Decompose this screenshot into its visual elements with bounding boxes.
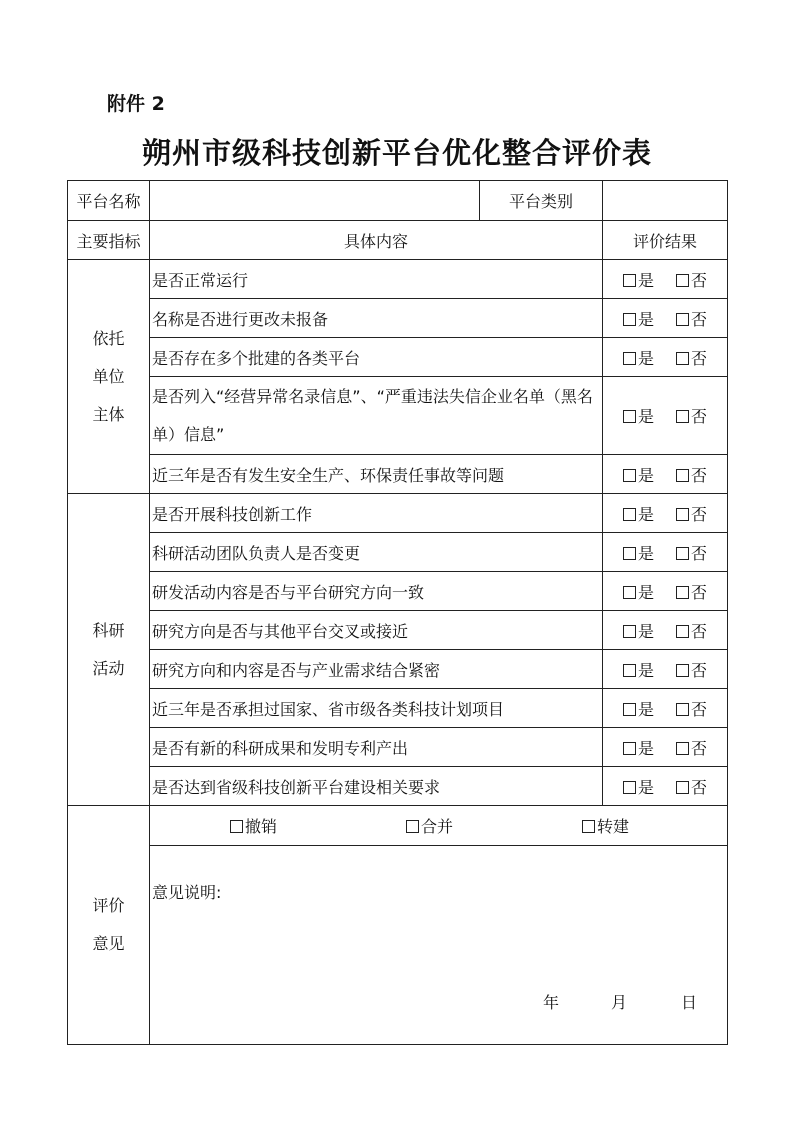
- criteria-text: 名称是否进行更改未报备: [150, 299, 603, 338]
- checkbox-icon: [623, 625, 636, 638]
- checkbox-icon: [676, 313, 689, 326]
- checkbox-icon: [676, 781, 689, 794]
- option-label: 是: [637, 621, 654, 641]
- criteria-row: [68, 260, 728, 299]
- checkbox-icon: [623, 410, 636, 423]
- date-day: 日: [680, 993, 697, 1012]
- criteria-row: [68, 494, 728, 533]
- option-label: 否: [691, 270, 708, 290]
- criteria-text: 研发活动内容是否与平台研究方向一致: [150, 572, 603, 611]
- date-year: 年: [542, 993, 559, 1012]
- checkbox-icon: [623, 586, 636, 599]
- criteria-row: [68, 533, 728, 572]
- section-label: [68, 494, 150, 806]
- opinion-label: 意见说明:: [152, 883, 222, 902]
- result-cell: [603, 572, 728, 611]
- criteria-text: 近三年是否承担过国家、省市级各类科技计划项目: [150, 689, 603, 728]
- checkbox-icon: [623, 703, 636, 716]
- criteria-text: 近三年是否有发生安全生产、环保责任事故等问题: [150, 455, 603, 494]
- result-cell: [603, 455, 728, 494]
- no-option[interactable]: [676, 658, 707, 681]
- criteria-row: [68, 611, 728, 650]
- criteria-row: [68, 338, 728, 377]
- yes-option[interactable]: [623, 619, 654, 642]
- option-label: 否: [691, 348, 708, 368]
- checkbox-icon: [623, 313, 636, 326]
- criteria-row: [68, 455, 728, 494]
- platform-type-label: 平台类别: [480, 181, 603, 221]
- criteria-row: [68, 572, 728, 611]
- checkbox-icon: [623, 352, 636, 365]
- option-label: 是: [637, 465, 654, 485]
- criteria-row: [68, 299, 728, 338]
- criteria-text: 研究方向是否与其他平台交叉或接近: [150, 611, 603, 650]
- result-cell: [603, 338, 728, 377]
- option-label: 否: [691, 543, 708, 563]
- option-label: 否: [691, 621, 708, 641]
- checkbox-icon: [676, 469, 689, 482]
- result-header: 评价结果: [603, 221, 728, 260]
- revoke-option[interactable]: [230, 814, 277, 837]
- criteria-row: [68, 767, 728, 806]
- criteria-text: 是否有新的科研成果和发明专利产出: [150, 728, 603, 767]
- no-option[interactable]: [676, 346, 707, 369]
- checkbox-icon: [676, 586, 689, 599]
- evaluation-options-row: [68, 806, 728, 846]
- checkbox-icon: [623, 469, 636, 482]
- criteria-text: 是否开展科技创新工作: [150, 494, 603, 533]
- checkbox-icon: [406, 820, 419, 833]
- result-cell: [603, 689, 728, 728]
- checkbox-icon: [676, 352, 689, 365]
- criteria-text: 是否列入“经营异常名录信息”、“严重违法失信企业名单（黑名单）信息”: [150, 377, 603, 455]
- no-option[interactable]: [676, 697, 707, 720]
- checkbox-icon: [623, 274, 636, 287]
- platform-name-field[interactable]: [150, 181, 480, 221]
- option-label: 否: [691, 699, 708, 719]
- option-label: 是: [637, 543, 654, 563]
- result-cell: [603, 611, 728, 650]
- option-label: 撤销: [245, 817, 278, 836]
- section-label-line: 主体: [92, 404, 125, 424]
- criteria-row: [68, 650, 728, 689]
- result-cell: [603, 299, 728, 338]
- evaluation-table: [67, 180, 728, 1045]
- checkbox-icon: [623, 547, 636, 560]
- checkbox-icon: [623, 781, 636, 794]
- criteria-row: [68, 728, 728, 767]
- yes-option[interactable]: [623, 307, 654, 330]
- no-option[interactable]: [676, 404, 707, 427]
- option-label: 否: [691, 660, 708, 680]
- checkbox-icon: [582, 820, 595, 833]
- checkbox-icon: [676, 625, 689, 638]
- result-cell: [603, 533, 728, 572]
- checkbox-icon: [676, 274, 689, 287]
- option-label: 是: [637, 582, 654, 602]
- checkbox-icon: [676, 664, 689, 677]
- yes-option[interactable]: [623, 463, 654, 486]
- checkbox-icon: [676, 508, 689, 521]
- yes-option[interactable]: [623, 404, 654, 427]
- option-label: 是: [637, 660, 654, 680]
- no-option[interactable]: [676, 736, 707, 759]
- option-label: 是: [637, 407, 654, 426]
- no-option[interactable]: [676, 619, 707, 642]
- section-label-line: 科研: [92, 620, 125, 640]
- section-label-line: 单位: [92, 366, 125, 386]
- yes-option[interactable]: [623, 697, 654, 720]
- result-cell: [603, 494, 728, 533]
- result-cell: [603, 767, 728, 806]
- option-label: 是: [637, 309, 654, 329]
- no-option[interactable]: [676, 268, 707, 291]
- yes-option[interactable]: [623, 580, 654, 603]
- checkbox-icon: [676, 410, 689, 423]
- option-label: 合并: [420, 817, 453, 836]
- option-label: 转建: [596, 817, 629, 836]
- checkbox-icon: [623, 664, 636, 677]
- merge-option[interactable]: [406, 814, 453, 837]
- checkbox-icon: [623, 742, 636, 755]
- criteria-row: [68, 377, 728, 455]
- option-label: 否: [691, 465, 708, 485]
- option-label: 是: [637, 270, 654, 290]
- yes-option[interactable]: [623, 346, 654, 369]
- opinion-row: [68, 846, 728, 1045]
- content-header: 具体内容: [150, 221, 603, 260]
- option-label: 是: [637, 699, 654, 719]
- yes-option[interactable]: [623, 502, 654, 525]
- option-label: 否: [691, 738, 708, 758]
- yes-option[interactable]: [623, 268, 654, 291]
- result-cell: [603, 650, 728, 689]
- result-cell: [603, 260, 728, 299]
- option-label: 否: [691, 504, 708, 524]
- platform-info-row: [68, 181, 728, 221]
- option-label: 否: [691, 582, 708, 602]
- option-label: 否: [691, 309, 708, 329]
- no-option[interactable]: [676, 580, 707, 603]
- no-option[interactable]: [676, 775, 707, 798]
- column-header-row: [68, 221, 728, 260]
- indicator-header: 主要指标: [68, 221, 150, 260]
- criteria-text: 研究方向和内容是否与产业需求结合紧密: [150, 650, 603, 689]
- option-label: 否: [691, 407, 708, 426]
- convert-option[interactable]: [582, 814, 629, 837]
- evaluation-label-line: 意见: [92, 934, 125, 953]
- evaluation-label-line: 评价: [92, 896, 125, 915]
- checkbox-icon: [623, 508, 636, 521]
- date-line: [543, 990, 697, 1013]
- checkbox-icon: [676, 547, 689, 560]
- section-label-line: 依托: [92, 328, 125, 348]
- checkbox-icon: [676, 703, 689, 716]
- result-cell: [603, 377, 728, 455]
- form-title: 朔州市级科技创新平台优化整合评价表: [141, 136, 652, 170]
- criteria-row: [68, 689, 728, 728]
- criteria-text: 是否达到省级科技创新平台建设相关要求: [150, 767, 603, 806]
- option-label: 是: [637, 738, 654, 758]
- checkbox-icon: [676, 742, 689, 755]
- criteria-text: 科研活动团队负责人是否变更: [150, 533, 603, 572]
- platform-type-field[interactable]: [603, 181, 728, 221]
- evaluation-options: [150, 814, 727, 837]
- option-label: 是: [637, 348, 654, 368]
- no-option[interactable]: [676, 541, 707, 564]
- yes-option[interactable]: [623, 775, 654, 798]
- date-month: 月: [610, 993, 627, 1012]
- option-label: 否: [691, 777, 708, 797]
- opinion-area[interactable]: [150, 846, 727, 1044]
- platform-name-label: 平台名称: [68, 181, 150, 221]
- criteria-text: 是否正常运行: [150, 260, 603, 299]
- section-label-line: 活动: [92, 658, 125, 678]
- option-label: 是: [637, 777, 654, 797]
- evaluation-label: [68, 806, 150, 1045]
- yes-option[interactable]: [623, 736, 654, 759]
- yes-option[interactable]: [623, 658, 654, 681]
- no-option[interactable]: [676, 502, 707, 525]
- checkbox-icon: [230, 820, 243, 833]
- result-cell: [603, 728, 728, 767]
- no-option[interactable]: [676, 307, 707, 330]
- yes-option[interactable]: [623, 541, 654, 564]
- criteria-text: 是否存在多个批建的各类平台: [150, 338, 603, 377]
- attachment-label: 附件 2: [107, 93, 165, 115]
- option-label: 是: [637, 504, 654, 524]
- no-option[interactable]: [676, 463, 707, 486]
- section-label: [68, 260, 150, 494]
